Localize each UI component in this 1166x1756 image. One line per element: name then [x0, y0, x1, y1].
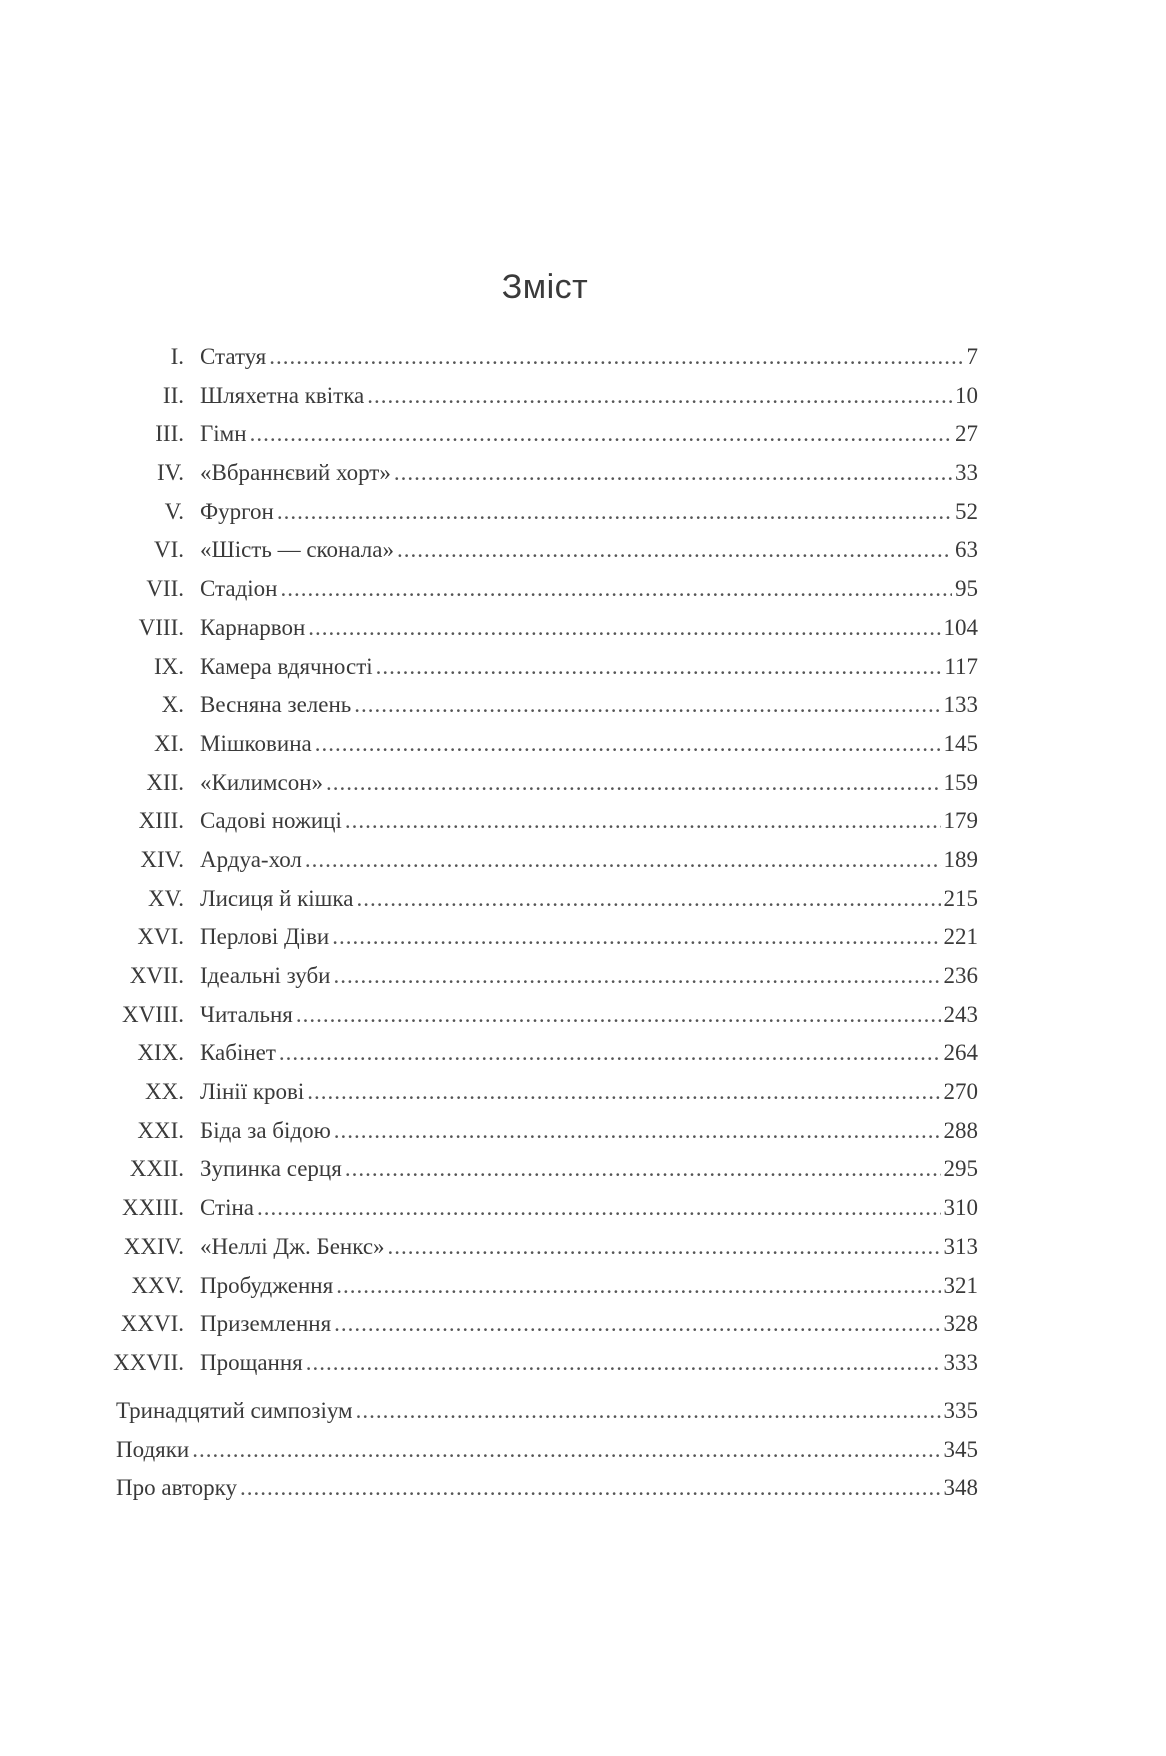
dot-leader — [305, 841, 941, 880]
dot-leader — [269, 338, 963, 377]
chapter-number: XXVII. — [113, 1349, 184, 1375]
chapter-title: Читальня — [200, 1001, 293, 1027]
toc-entry — [112, 493, 978, 532]
chapter-title: Шляхетна квітка — [200, 382, 365, 408]
section-title: Тринадцятий симпозіум — [116, 1398, 353, 1423]
dot-leader — [315, 725, 941, 764]
chapter-number: XVIII. — [122, 1001, 184, 1027]
dot-leader — [354, 686, 940, 725]
dot-leader — [192, 1431, 940, 1470]
dot-leader — [306, 1344, 941, 1383]
chapter-title: Карнарвон — [200, 614, 306, 640]
page-number: 321 — [943, 1272, 978, 1298]
chapter-title: Ідеальні зуби — [200, 963, 331, 988]
dot-leader — [356, 880, 940, 919]
page-number: 288 — [943, 1117, 978, 1143]
page-number: 189 — [943, 846, 978, 872]
dot-leader — [336, 1267, 940, 1306]
chapter-title: Кабінет — [200, 1040, 276, 1066]
chapter-number: XXI. — [137, 1117, 184, 1143]
toc-entry — [112, 1073, 978, 1112]
page-number: 310 — [943, 1195, 978, 1221]
page-number: 243 — [943, 1001, 978, 1027]
chapter-number: XXVI. — [120, 1311, 184, 1337]
chapter-number: I. — [170, 344, 184, 369]
chapter-number: VII. — [146, 576, 184, 602]
chapter-number: IV. — [156, 460, 184, 486]
dot-leader — [334, 1112, 941, 1151]
chapter-title: Стіна — [200, 1195, 254, 1221]
chapter-number: XIX. — [137, 1040, 184, 1066]
page-title: Зміст — [501, 268, 589, 306]
chapter-title: Зупинка серця — [200, 1156, 342, 1182]
page-number: 95 — [955, 576, 978, 602]
chapter-title: Мішковина — [200, 730, 312, 756]
page-number: 104 — [943, 614, 978, 640]
page-number: 33 — [955, 460, 978, 486]
page-number: 27 — [955, 421, 978, 447]
toc-entry — [112, 841, 978, 880]
chapter-number: V. — [164, 498, 184, 524]
page-number: 63 — [955, 537, 978, 563]
chapter-number: XV. — [147, 885, 184, 911]
dot-leader — [345, 1150, 941, 1189]
page-number: 117 — [944, 653, 978, 679]
dot-leader — [280, 570, 952, 609]
chapter-title: Стадіон — [200, 576, 278, 602]
toc-entry — [112, 764, 978, 803]
toc-entry — [112, 415, 978, 454]
chapter-title: Лінії крові — [200, 1079, 305, 1105]
chapter-title: Ардуа-хол — [200, 846, 302, 872]
dot-leader — [307, 1073, 940, 1112]
chapter-title: Перлові Діви — [200, 924, 330, 950]
dot-leader — [334, 957, 941, 996]
page-number: 145 — [943, 730, 978, 756]
dot-leader — [279, 1034, 941, 1073]
chapter-number: XXIV. — [123, 1233, 184, 1259]
toc-entry — [112, 648, 978, 687]
chapter-title: Садові ножиці — [200, 808, 342, 834]
dot-leader — [356, 1392, 941, 1431]
table-of-contents — [112, 338, 978, 1383]
chapter-number: XIV. — [140, 846, 184, 872]
chapter-number: XXV. — [131, 1272, 184, 1298]
page-number: 215 — [943, 885, 978, 911]
dot-leader — [308, 609, 940, 648]
dot-leader — [277, 493, 952, 532]
dot-leader — [250, 415, 952, 454]
toc-entry — [112, 609, 978, 648]
page-number: 236 — [943, 963, 978, 988]
chapter-number: III. — [155, 421, 184, 447]
toc-entry — [112, 338, 978, 377]
dot-leader — [296, 996, 941, 1035]
toc-entry — [112, 1344, 978, 1383]
chapter-title: Біда за бідою — [200, 1117, 331, 1143]
chapter-title: Лисиця й кішка — [200, 885, 354, 911]
back-matter-entry — [116, 1469, 978, 1508]
chapter-title: «Вбраннєвий хорт» — [200, 460, 391, 486]
dot-leader — [334, 1305, 940, 1344]
page-number: 10 — [955, 382, 978, 408]
page-number: 328 — [943, 1311, 978, 1337]
toc-entry — [112, 1267, 978, 1306]
dot-leader — [367, 377, 952, 416]
toc-entry — [112, 1150, 978, 1189]
chapter-title: Пробудження — [200, 1272, 334, 1298]
chapter-title: «Шість — сконала» — [200, 537, 394, 563]
dot-leader — [388, 1228, 941, 1267]
toc-entry — [112, 802, 978, 841]
page-number: 52 — [955, 498, 978, 524]
chapter-number: X. — [161, 692, 184, 718]
chapter-number: XII. — [146, 769, 184, 795]
page-number: 345 — [943, 1436, 978, 1462]
toc-entry — [112, 1228, 978, 1267]
chapter-number: VIII. — [138, 614, 184, 640]
toc-entry — [112, 725, 978, 764]
section-title: Подяки — [116, 1436, 190, 1462]
dot-leader — [240, 1469, 941, 1508]
dot-leader — [257, 1189, 941, 1228]
page-number: 179 — [943, 808, 978, 834]
chapter-number: XIII. — [138, 808, 184, 834]
toc-entry — [112, 880, 978, 919]
dot-leader — [345, 802, 941, 841]
section-title: Про авторку — [116, 1475, 237, 1501]
toc-entry — [112, 918, 978, 957]
dot-leader — [332, 918, 940, 957]
chapter-number: XI. — [153, 730, 184, 756]
page-number: 348 — [943, 1475, 978, 1501]
page-number: 270 — [943, 1079, 978, 1105]
toc-entry — [112, 570, 978, 609]
toc-entry — [112, 686, 978, 725]
chapter-number: VI. — [153, 537, 184, 563]
dot-leader — [376, 648, 942, 687]
chapter-title: Весняна зелень — [200, 692, 352, 718]
chapter-title: «Килимсон» — [200, 769, 324, 795]
chapter-title: Прощання — [200, 1349, 303, 1375]
page-number: 335 — [943, 1398, 978, 1423]
page-number: 313 — [943, 1233, 978, 1259]
chapter-title: Камера вдячності — [200, 653, 373, 679]
chapter-number: IX. — [153, 653, 184, 679]
toc-entry — [112, 1189, 978, 1228]
page-number: 295 — [943, 1156, 978, 1182]
page-number: 264 — [943, 1040, 978, 1066]
chapter-title: Приземлення — [200, 1311, 332, 1337]
page-number: 221 — [943, 924, 978, 950]
dot-leader — [326, 764, 940, 803]
page-number: 133 — [943, 692, 978, 718]
chapter-title: Статуя — [200, 344, 267, 369]
chapter-number: XXIII. — [122, 1195, 184, 1221]
toc-entry — [112, 1305, 978, 1344]
chapter-number: XVII. — [129, 963, 184, 988]
page-number: 159 — [943, 769, 978, 795]
chapter-title: Фургон — [200, 498, 274, 524]
dot-leader — [394, 454, 952, 493]
chapter-title: «Неллі Дж. Бенкс» — [200, 1233, 385, 1259]
back-matter-entry — [116, 1431, 978, 1470]
page-number: 333 — [943, 1349, 978, 1375]
toc-entry — [112, 1034, 978, 1073]
dot-leader — [397, 531, 952, 570]
chapter-number: XVI. — [137, 924, 184, 950]
toc-entry — [112, 377, 978, 416]
chapter-number: II. — [162, 382, 184, 408]
back-matter-list — [116, 1392, 978, 1508]
back-matter-entry — [116, 1392, 978, 1431]
toc-entry — [112, 531, 978, 570]
chapter-number: XXII. — [129, 1156, 184, 1182]
toc-entry — [112, 454, 978, 493]
chapter-number: XX. — [145, 1079, 184, 1105]
chapter-title: Гімн — [200, 421, 247, 447]
toc-entry — [112, 1112, 978, 1151]
page-number: 7 — [966, 344, 978, 369]
toc-entry — [112, 957, 978, 996]
toc-entry — [112, 996, 978, 1035]
